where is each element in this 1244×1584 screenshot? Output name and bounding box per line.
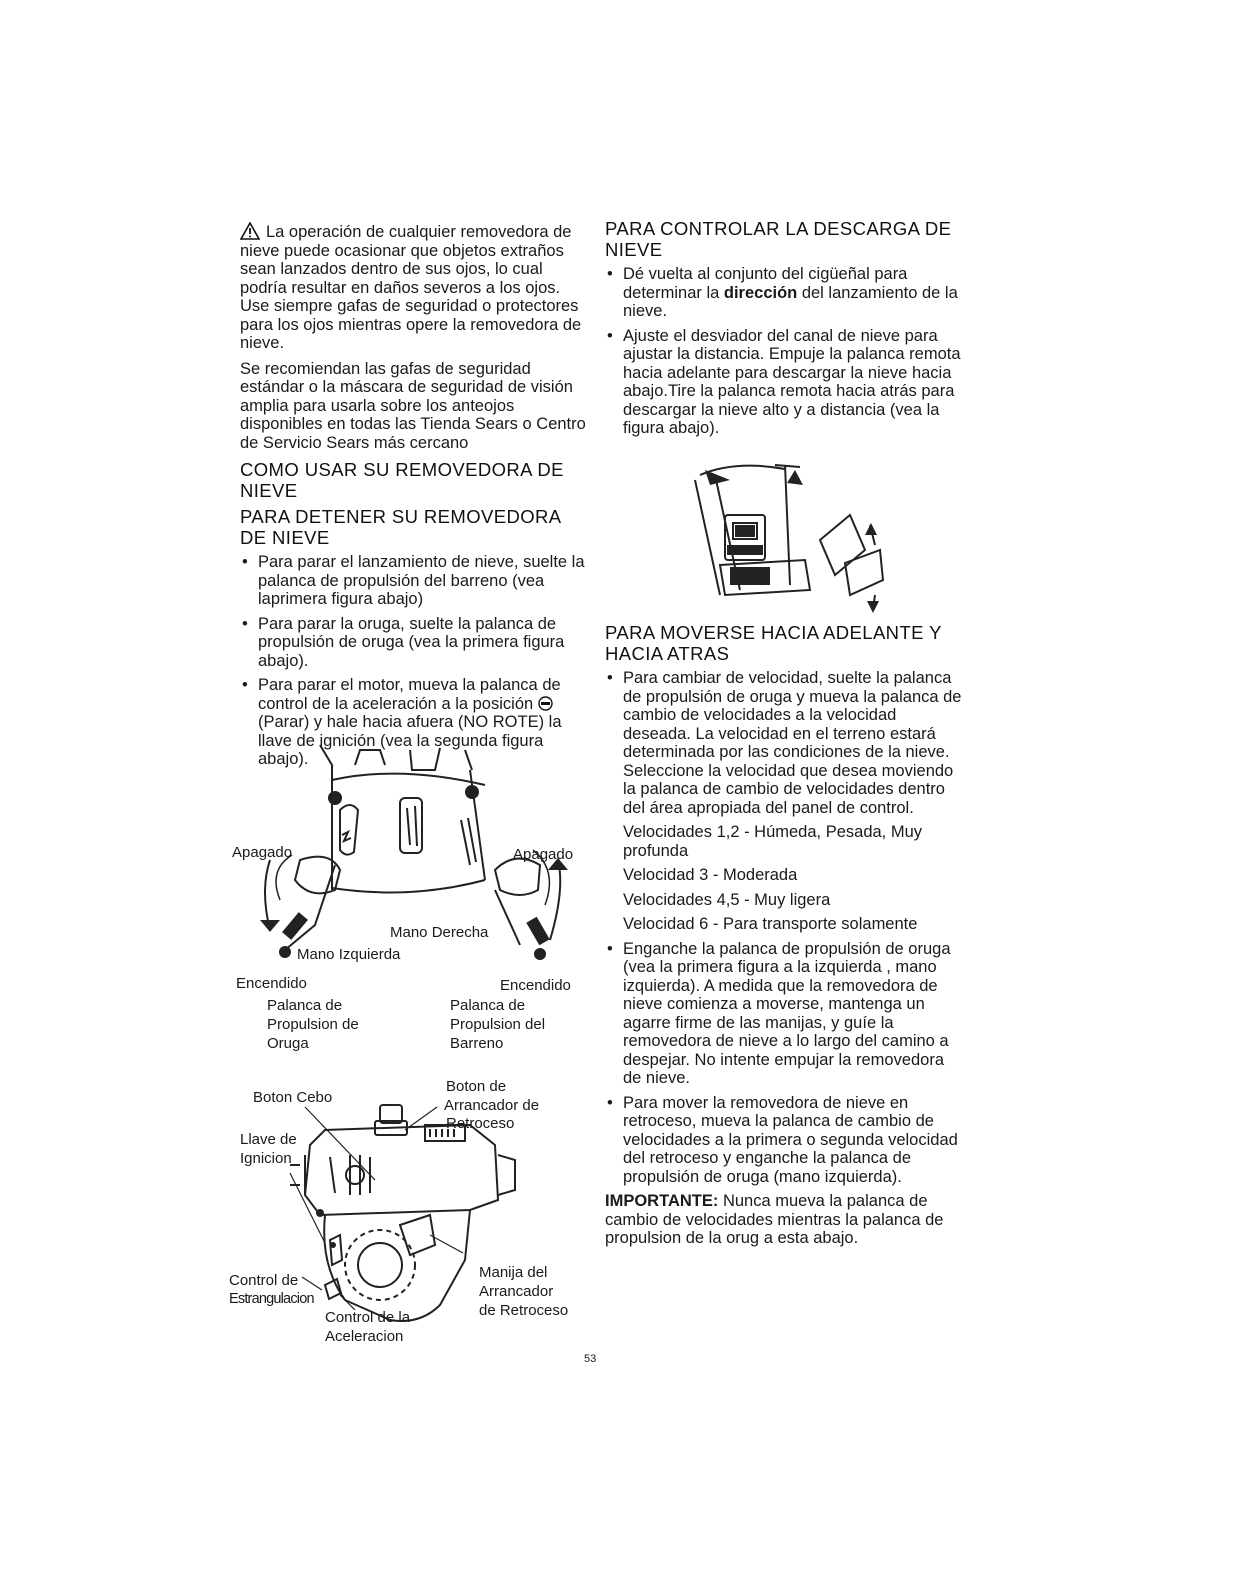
label-control-aceleracion-1: Control de la bbox=[325, 1309, 411, 1326]
list-item: • Para mover la removedora de nieve en retroceso, mueva la palanca de cambio de velocidades a la primera o segunda velocidad del retroceso y enganche la palanca de propulsión de oruga (mano izquierda). bbox=[605, 1094, 965, 1187]
label-manija-2: Arrancador bbox=[479, 1283, 554, 1300]
important-text: Nunca mueva la palanca de cambio de velocidades mientras la palanca de propulsion de la orug a esta abajo. bbox=[605, 1192, 944, 1247]
label-boton-arrancador-3: Retroceso bbox=[446, 1115, 515, 1132]
label-control-aceleracion-2: Aceleracion bbox=[325, 1328, 404, 1345]
important-label: IMPORTANTE: bbox=[605, 1192, 719, 1210]
label-manija-1: Manija del bbox=[479, 1264, 548, 1281]
label-llave-2: Ignicion bbox=[240, 1150, 292, 1167]
label-boton-arrancador-1: Boton de bbox=[446, 1078, 507, 1095]
speed-line: Velocidad 6 - Para transporte solamente bbox=[623, 915, 918, 933]
warning-paragraph bbox=[240, 222, 592, 353]
warning-text: La operación de cualquier removedora de nieve puede ocasionar que objetos extraños sean lanzados dentro de sus ojos, lo cual podría resultar en daños severos a los ojos. Use siempre gafas de seguridad o protectores para los ojos mientras opere la removedora de nieve. bbox=[240, 223, 582, 352]
heading-move: PARA MOVERSE HACIA ADELANTE Y HACIA ATRAS bbox=[605, 622, 942, 664]
important-paragraph bbox=[605, 1192, 965, 1248]
label-palanca-oruga-2: Propulsion de bbox=[267, 1016, 359, 1033]
page-number: 53 bbox=[584, 1353, 597, 1365]
warning-triangle-icon bbox=[240, 222, 260, 240]
list-item bbox=[605, 265, 965, 321]
label-control-estrangulacion-2: Estrangulacion bbox=[229, 1291, 314, 1307]
move-list-2 bbox=[605, 940, 965, 1187]
heading-stop: PARA DETENER SU REMOVEDORA DE NIEVE bbox=[240, 506, 561, 548]
label-control-estrangulacion-1: Control de bbox=[229, 1272, 299, 1289]
move-list bbox=[605, 669, 965, 817]
label-boton-arrancador-2: Arrancador de bbox=[444, 1097, 540, 1114]
label-boton-cebo: Boton Cebo bbox=[253, 1089, 333, 1106]
label-encendido-right: Encendido bbox=[500, 977, 571, 994]
list-item: • Para cambiar de velocidad, suelte la palanca de propulsión de oruga y mueva la palanca de cambio de velocidades a la velocidad deseada. La velocidad en el terreno estará determinada por las condiciones de la nieve. Seleccione la velocidad que desea moviendo la palanca de cambio de velocidades dentro del área apropiada del panel de control. bbox=[605, 669, 965, 817]
chute-control-figure bbox=[675, 455, 890, 615]
discharge-list bbox=[605, 265, 965, 438]
stop-symbol-icon bbox=[538, 696, 553, 711]
discharge-b1-post: del lanzamiento de la nieve. bbox=[623, 283, 958, 320]
speed-line: Velocidades 1,2 - Húmeda, Pesada, Muy profunda bbox=[623, 823, 923, 860]
list-item: • Enganche la palanca de propulsión de oruga (vea la primera figura a la izquierda , mano izquierda). A medida que la removedora de nieve comienza a moverse, mantenga un agarre firme de las manijas, y guíe la removedora de nieve a lo largo del camino a despejar. No intente empujar la removedora de nieve. bbox=[605, 940, 965, 1088]
list-item: • Ajuste el desviador del canal de nieve para ajustar la distancia. Empuje la palanca remota hacia adelante para descargar la nieve hacia abajo.Tire la palanca remota hacia atrás para descargar la nieve alto y a distancia (vea la figura abajo). bbox=[605, 327, 965, 438]
label-manija-3: de Retroceso bbox=[479, 1302, 569, 1319]
stop-bullet3-text: Para parar el motor, mueva la palanca de control de la aceleración a la posición bbox=[258, 676, 561, 713]
label-palanca-barreno-3: Barreno bbox=[450, 1035, 504, 1052]
stop-list bbox=[240, 553, 592, 769]
label-mano-derecha: Mano Derecha bbox=[390, 924, 489, 941]
discharge-b1-bold: dirección bbox=[723, 283, 798, 302]
list-item: • Para parar la oruga, suelte la palanca de propulsión de oruga (vea la primera figura abajo). bbox=[240, 615, 592, 671]
heading-use: COMO USAR SU REMOVEDORA DE NIEVE bbox=[240, 459, 564, 501]
heading-discharge: PARA CONTROLAR LA DESCARGA DE NIEVE bbox=[605, 218, 952, 260]
label-palanca-barreno-1: Palanca de bbox=[450, 997, 526, 1014]
right-column-top bbox=[605, 218, 965, 444]
label-mano-izquierda: Mano Izquierda bbox=[297, 946, 401, 963]
discharge-b1-pre: Dé vuelta al conjunto del cigüeñal para determinar la bbox=[623, 265, 908, 302]
label-palanca-oruga-3: Oruga bbox=[267, 1035, 309, 1052]
speed-line: Velocidades 4,5 - Muy ligera bbox=[623, 890, 831, 909]
recommend-paragraph: Se recomiendan las gafas de seguridad estándar o la máscara de seguridad de visión amplia para usarla sobre los anteojos disponibles en todas las Tienda Sears o Centro de Servicio Sears más cercano bbox=[240, 359, 586, 452]
left-column bbox=[240, 222, 592, 775]
list-item: • Para parar el lanzamiento de nieve, suelte la palanca de propulsión del barreno (vea laprimera figura abajo) bbox=[240, 553, 592, 609]
label-apagado-right: Apagado bbox=[513, 846, 574, 863]
stop-bullet3-tail: (Parar) y hale hacia afuera (NO ROTE) la llave de ignición (vea la segunda figura abajo). bbox=[258, 713, 562, 768]
label-palanca-oruga-1: Palanca de bbox=[267, 997, 343, 1014]
right-column-bottom bbox=[605, 622, 965, 1255]
speed-line: Velocidad 3 - Moderada bbox=[623, 866, 798, 884]
label-apagado-left: Apagado bbox=[232, 844, 293, 861]
label-llave-1: Llave de bbox=[240, 1131, 297, 1148]
label-encendido-left: Encendido bbox=[236, 975, 307, 992]
label-palanca-barreno-2: Propulsion del bbox=[450, 1016, 546, 1033]
